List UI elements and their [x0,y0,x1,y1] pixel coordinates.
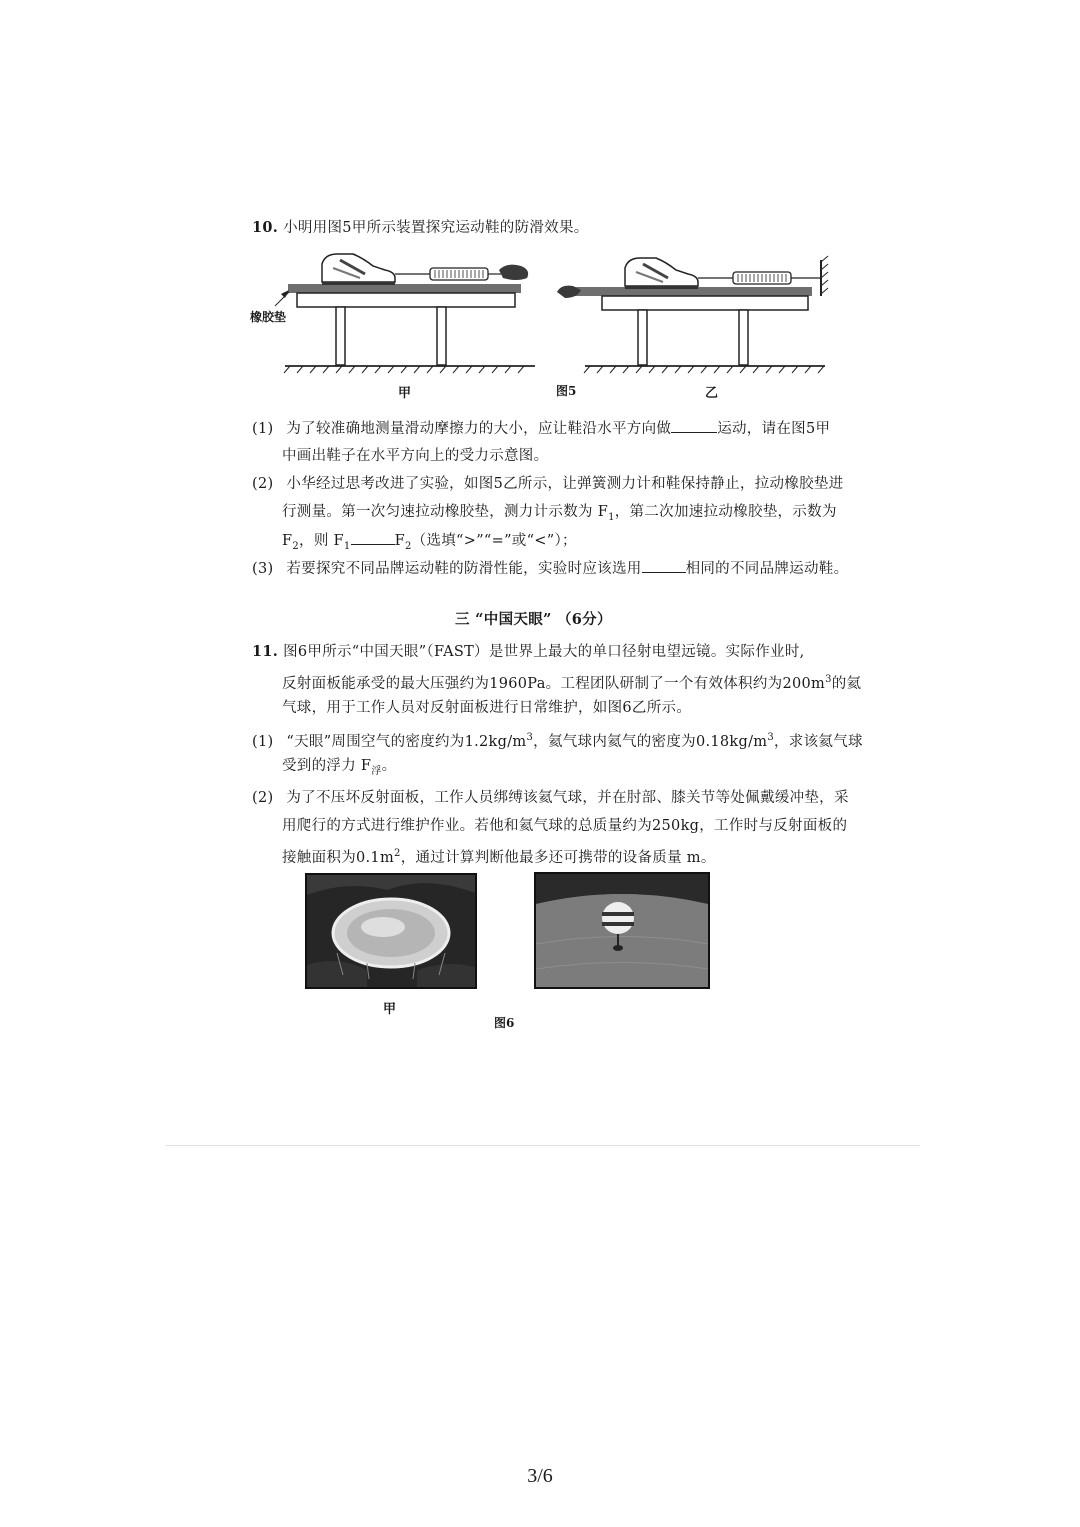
f2-symbol: F [394,533,405,549]
q10-part2-text-b2: ，第二次加速拉动橡胶垫，示数为 [614,504,837,520]
q10-part1-text-a: 为了较准确地测量滑动摩擦力的大小，应让鞋沿水平方向做 [286,421,672,437]
q10-part2-line1 [252,474,844,494]
q11-part2-text-c2: ，通过计算判断他最多还可携带的设备质量 m。 [400,849,716,866]
q10-part2-text-b: 行测量。第一次匀速拉动橡胶垫，测力计示数为 F [282,504,609,520]
q11-text-2a: 反射面板能承受的最大压强约为1960Pa。工程团队研制了一个有效体积约为200m [282,675,826,692]
q10-part2-text-a: 小华经过思考改进了实验，如图5乙所示，让弹簧测力计和鞋保持静止，拉动橡胶垫进 [286,476,844,492]
q10-part1-line2: 中画出鞋子在水平方向上的受力示意图。 [282,448,549,464]
shoe-left-icon [322,254,395,285]
page-divider [165,1145,920,1146]
period: 。 [381,758,397,774]
superscript: 3 [825,674,832,685]
q10-part3-text-b: 相同的不同品牌运动鞋。 [685,561,849,577]
hand-left-icon [499,265,528,280]
answer-blank-2[interactable] [351,530,395,545]
part-index: (1) [252,421,274,437]
q11-number: 11. [252,643,279,660]
q10-part1-line1 [252,418,830,439]
q10-number: 10. [252,219,279,236]
q11-part2-line3 [282,844,716,868]
subscript: 浮 [371,765,382,777]
part-index: (3) [252,561,274,577]
superscript: 2 [394,848,401,859]
figure-5-right-setup [557,256,828,373]
page-number: 3/6 [527,1465,553,1487]
q10-part2-line2 [282,502,837,528]
helium-balloon-photo [534,872,710,989]
subscript: 1 [343,540,351,552]
rubber-pad-label: 橡胶垫 [250,310,287,324]
figure-5 [245,248,845,408]
part-index: (2) [252,476,274,492]
fig5-caption-mid: 图5 [556,384,577,398]
q11-part2-line1 [252,788,849,808]
superscript: 3 [526,732,534,743]
q10-part3-text-a: 若要探究不同品牌运动鞋的防滑性能，实验时应该选用 [286,561,642,577]
f1-symbol: ，则 F [299,533,344,549]
q11-part2-text-c: 接触面积为0.1m [282,849,395,866]
q11-text-2b: 的氦 [831,675,862,692]
helium-balloon-image [536,874,708,987]
rubber-pad-left [288,284,521,293]
fast-dish-image [307,875,475,987]
q11-text-1: 图6甲所示“中国天眼”（FAST）是世界上最大的单口径射电望远镜。实际作业时, [283,644,805,660]
fig5-caption-right: 乙 [705,386,719,401]
table-top-right [602,296,808,310]
q11-part2-text-a: 为了不压坏反射面板，工作人员绑缚该氦气球，并在肘部、膝关节等处佩戴缓冲垫，采 [286,790,849,806]
q11-line3: 气球，用于工作人员对反射面板进行日常维护，如图6乙所示。 [282,700,692,716]
q10-text: 小明用图5甲所示装置探究运动鞋的防滑效果。 [283,220,589,236]
fig6-caption-left: 甲 [383,1002,397,1017]
fig5-caption-left: 甲 [398,386,412,401]
q11-part1-line2 [282,756,396,782]
fast-telescope-photo [305,873,477,989]
buoyancy-symbol: 受到的浮力 F [282,758,372,774]
q11-part1-text-a3: ，求该氦气球 [774,733,863,750]
spring-scale-left-icon [430,268,501,280]
q10-part3-line1 [252,558,848,579]
subscript: 1 [608,511,615,523]
spring-scale-right-icon [733,272,820,284]
f2-symbol: F [282,533,293,549]
answer-blank-3[interactable] [642,558,686,573]
figure-5-left-setup [275,254,535,373]
q11-part1-line1 [252,728,863,752]
q11-part1-text-a2: ，氦气球内氦气的密度为0.18kg/m [533,733,768,750]
q10-part2-line3 [282,530,577,557]
shoe-right-icon [625,258,698,289]
part-index: (2) [252,790,274,806]
q11-line2 [282,670,861,694]
superscript: 3 [767,732,774,743]
q10-stem [252,218,589,238]
q10-part1-text-b: 运动，请在图5甲 [717,421,831,437]
part-index: (1) [252,733,274,750]
fig6-caption-mid: 图6 [494,1016,515,1030]
subscript: 2 [404,540,412,552]
q11-part1-text-a: “天眼”周围空气的密度约为1.2kg/m [286,733,527,750]
section-3-title: 三 “中国天眼” （6分） [455,611,612,628]
q11-part2-line2: 用爬行的方式进行维护作业。若他和氦气球的总质量约为250kg，工作时与反射面板的 [282,818,848,834]
subscript: 2 [292,540,300,552]
q10-part2-options: （选填“>”“=”或“<”）； [411,533,577,549]
table-top-left [297,293,515,307]
q11-line1 [252,642,805,662]
answer-blank-1[interactable] [671,418,717,433]
